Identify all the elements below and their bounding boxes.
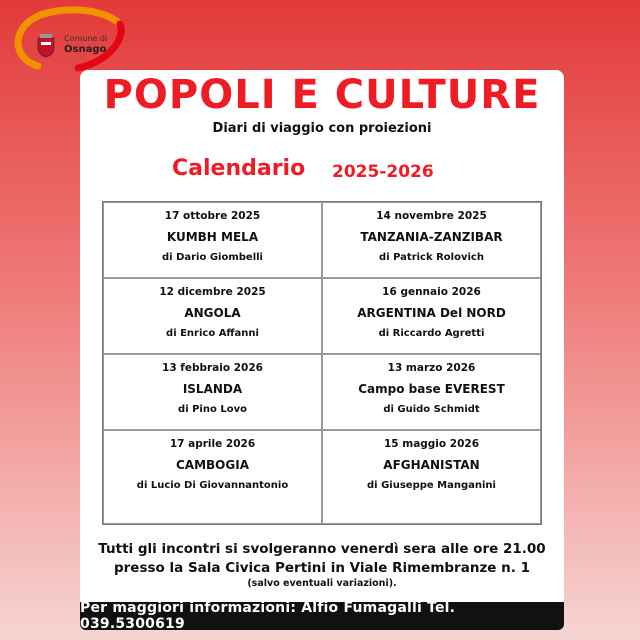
contact-bar (80, 602, 564, 630)
poster-title: POPOLI E CULTURE (103, 72, 541, 118)
event-title: ISLANDA (182, 382, 243, 396)
event-author: di Enrico Affanni (166, 328, 259, 339)
venue-line-2: presso la Sala Civica Pertini in Viale Rimembranze n. 1 (113, 560, 530, 576)
event-author: di Patrick Rolovich (379, 252, 484, 263)
event-title: AFGHANISTAN (383, 458, 480, 472)
event-cell (103, 202, 322, 278)
event-cell (322, 354, 541, 430)
event-cell (103, 278, 322, 354)
event-title: ANGOLA (184, 306, 241, 320)
event-date: 17 ottobre 2025 (164, 210, 261, 222)
event-date: 14 novembre 2025 (376, 210, 487, 222)
event-cell (103, 354, 322, 430)
event-date: 16 gennaio 2026 (382, 286, 481, 298)
event-author: di Giuseppe Manganini (367, 480, 496, 491)
event-title: ARGENTINA Del NORD (357, 306, 506, 320)
event-author: di Riccardo Agretti (378, 328, 485, 339)
event-author: di Lucio Di Giovannantonio (136, 480, 289, 491)
event-author: di Dario Giombelli (162, 252, 263, 263)
event-date: 13 marzo 2026 (387, 362, 476, 374)
calendar-years: 2025-2026 (332, 162, 434, 182)
logo-name: Osnago (64, 44, 107, 55)
event-date: 13 febbraio 2026 (162, 362, 263, 374)
event-title: Campo base EVEREST (358, 382, 505, 396)
crest-icon (36, 34, 56, 58)
logo-small-text: Comune di (64, 34, 108, 43)
event-author: di Guido Schmidt (383, 404, 480, 415)
event-cell (322, 202, 541, 278)
event-cell (103, 430, 322, 524)
comune-logo (8, 4, 128, 76)
event-title: TANZANIA-ZANZIBAR (360, 230, 503, 244)
poster-card (80, 70, 564, 626)
event-date: 15 maggio 2026 (383, 438, 480, 450)
event-date: 12 dicembre 2025 (159, 286, 266, 298)
venue-line-1: Tutti gli incontri si svolgeranno venerdì sera alle ore 21.00 (98, 541, 546, 557)
variations-note: (salvo eventuali variazioni). (247, 578, 397, 589)
event-author: di Pino Lovo (178, 404, 247, 415)
contact-text: Per maggiori informazioni: Alfio Fumagalli Tel. 039.5300619 (80, 600, 456, 632)
poster-subtitle: Diari di viaggio con proiezioni (212, 121, 432, 136)
venue-info (80, 540, 564, 578)
event-title: KUMBH MELA (166, 230, 259, 244)
event-date: 17 aprile 2026 (169, 438, 256, 450)
events-table (102, 201, 542, 525)
event-cell (322, 430, 541, 524)
calendar-label: Calendario (172, 156, 306, 181)
event-cell (322, 278, 541, 354)
event-title: CAMBOGIA (176, 458, 249, 472)
